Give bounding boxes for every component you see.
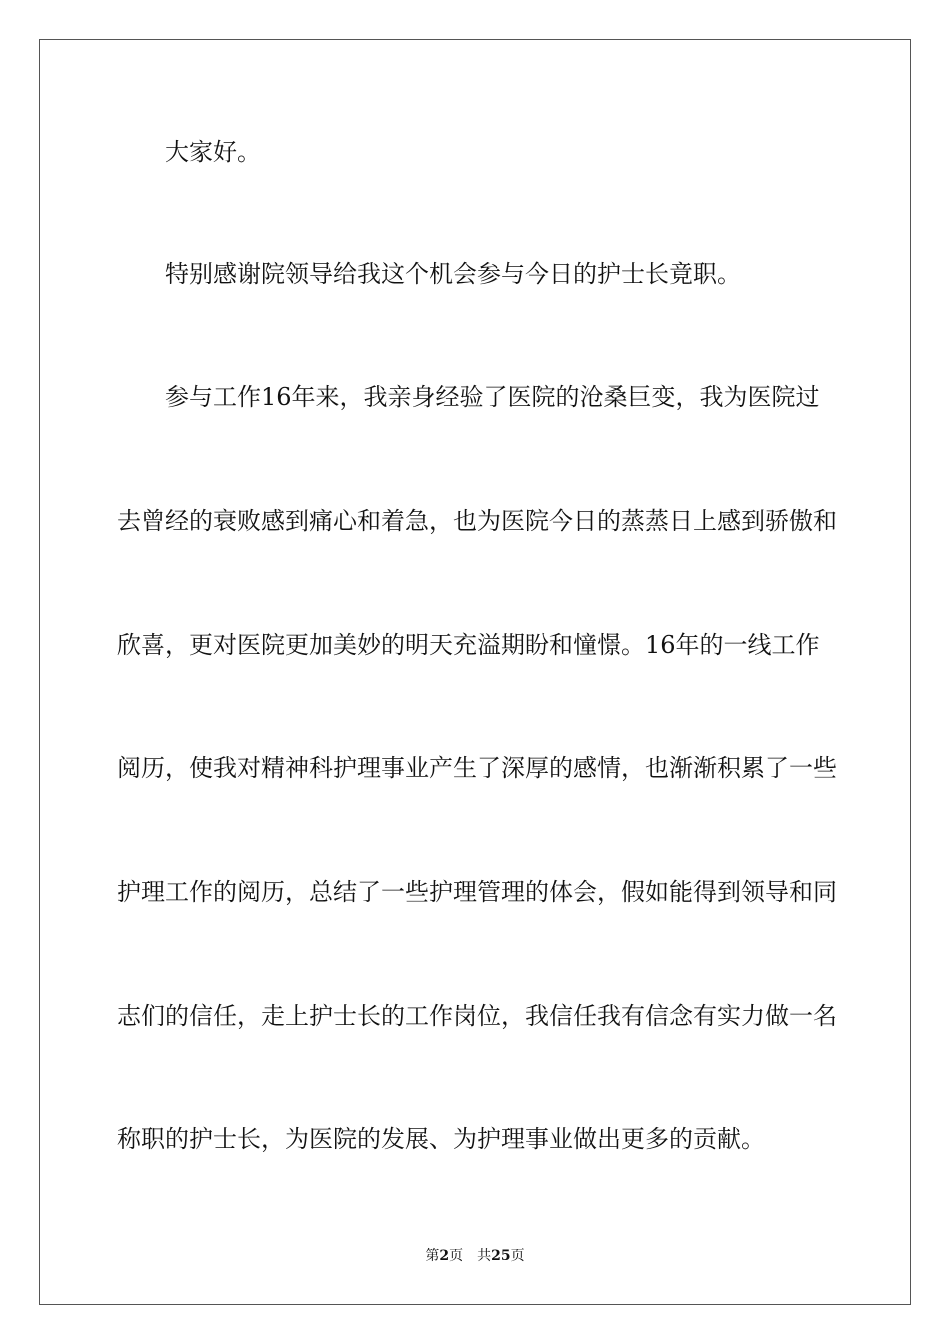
paragraph-line-1: 参与工作16年来，我亲身经验了医院的沧桑巨变，我为医院过 <box>165 383 820 411</box>
paragraph-line-6: 志们的信任，走上护士长的工作岗位，我信任我有信念有实力做一名 <box>117 1002 837 1030</box>
paragraph-line-3: 欣喜，更对医院更加美妙的明天充溢期盼和憧憬。16年的一线工作 <box>117 631 820 659</box>
total-prefix: 共 <box>477 1248 492 1264</box>
page-footer <box>0 1247 950 1265</box>
total-suffix: 页 <box>510 1248 525 1264</box>
paragraph-line-5: 护理工作的阅历，总结了一些护理管理的体会，假如能得到领导和同 <box>117 878 837 906</box>
greeting-line: 大家好。 <box>165 138 261 166</box>
paragraph-line-4: 阅历，使我对精神科护理事业产生了深厚的感情，也渐渐积累了一些 <box>117 754 837 782</box>
current-page-number: 2 <box>439 1248 450 1264</box>
paragraph-thanks: 特别感谢院领导给我这个机会参与今日的护士长竟职。 <box>165 260 741 288</box>
page-border <box>39 39 911 1305</box>
paragraph-line-7: 称职的护士长，为医院的发展、为护理事业做出更多的贡献。 <box>117 1125 765 1153</box>
page-suffix: 页 <box>449 1248 464 1264</box>
total-page-count: 25 <box>491 1248 511 1264</box>
page-prefix: 第 <box>425 1248 440 1264</box>
paragraph-line-2: 去曾经的衰败感到痛心和着急，也为医院今日的蒸蒸日上感到骄傲和 <box>117 507 837 535</box>
